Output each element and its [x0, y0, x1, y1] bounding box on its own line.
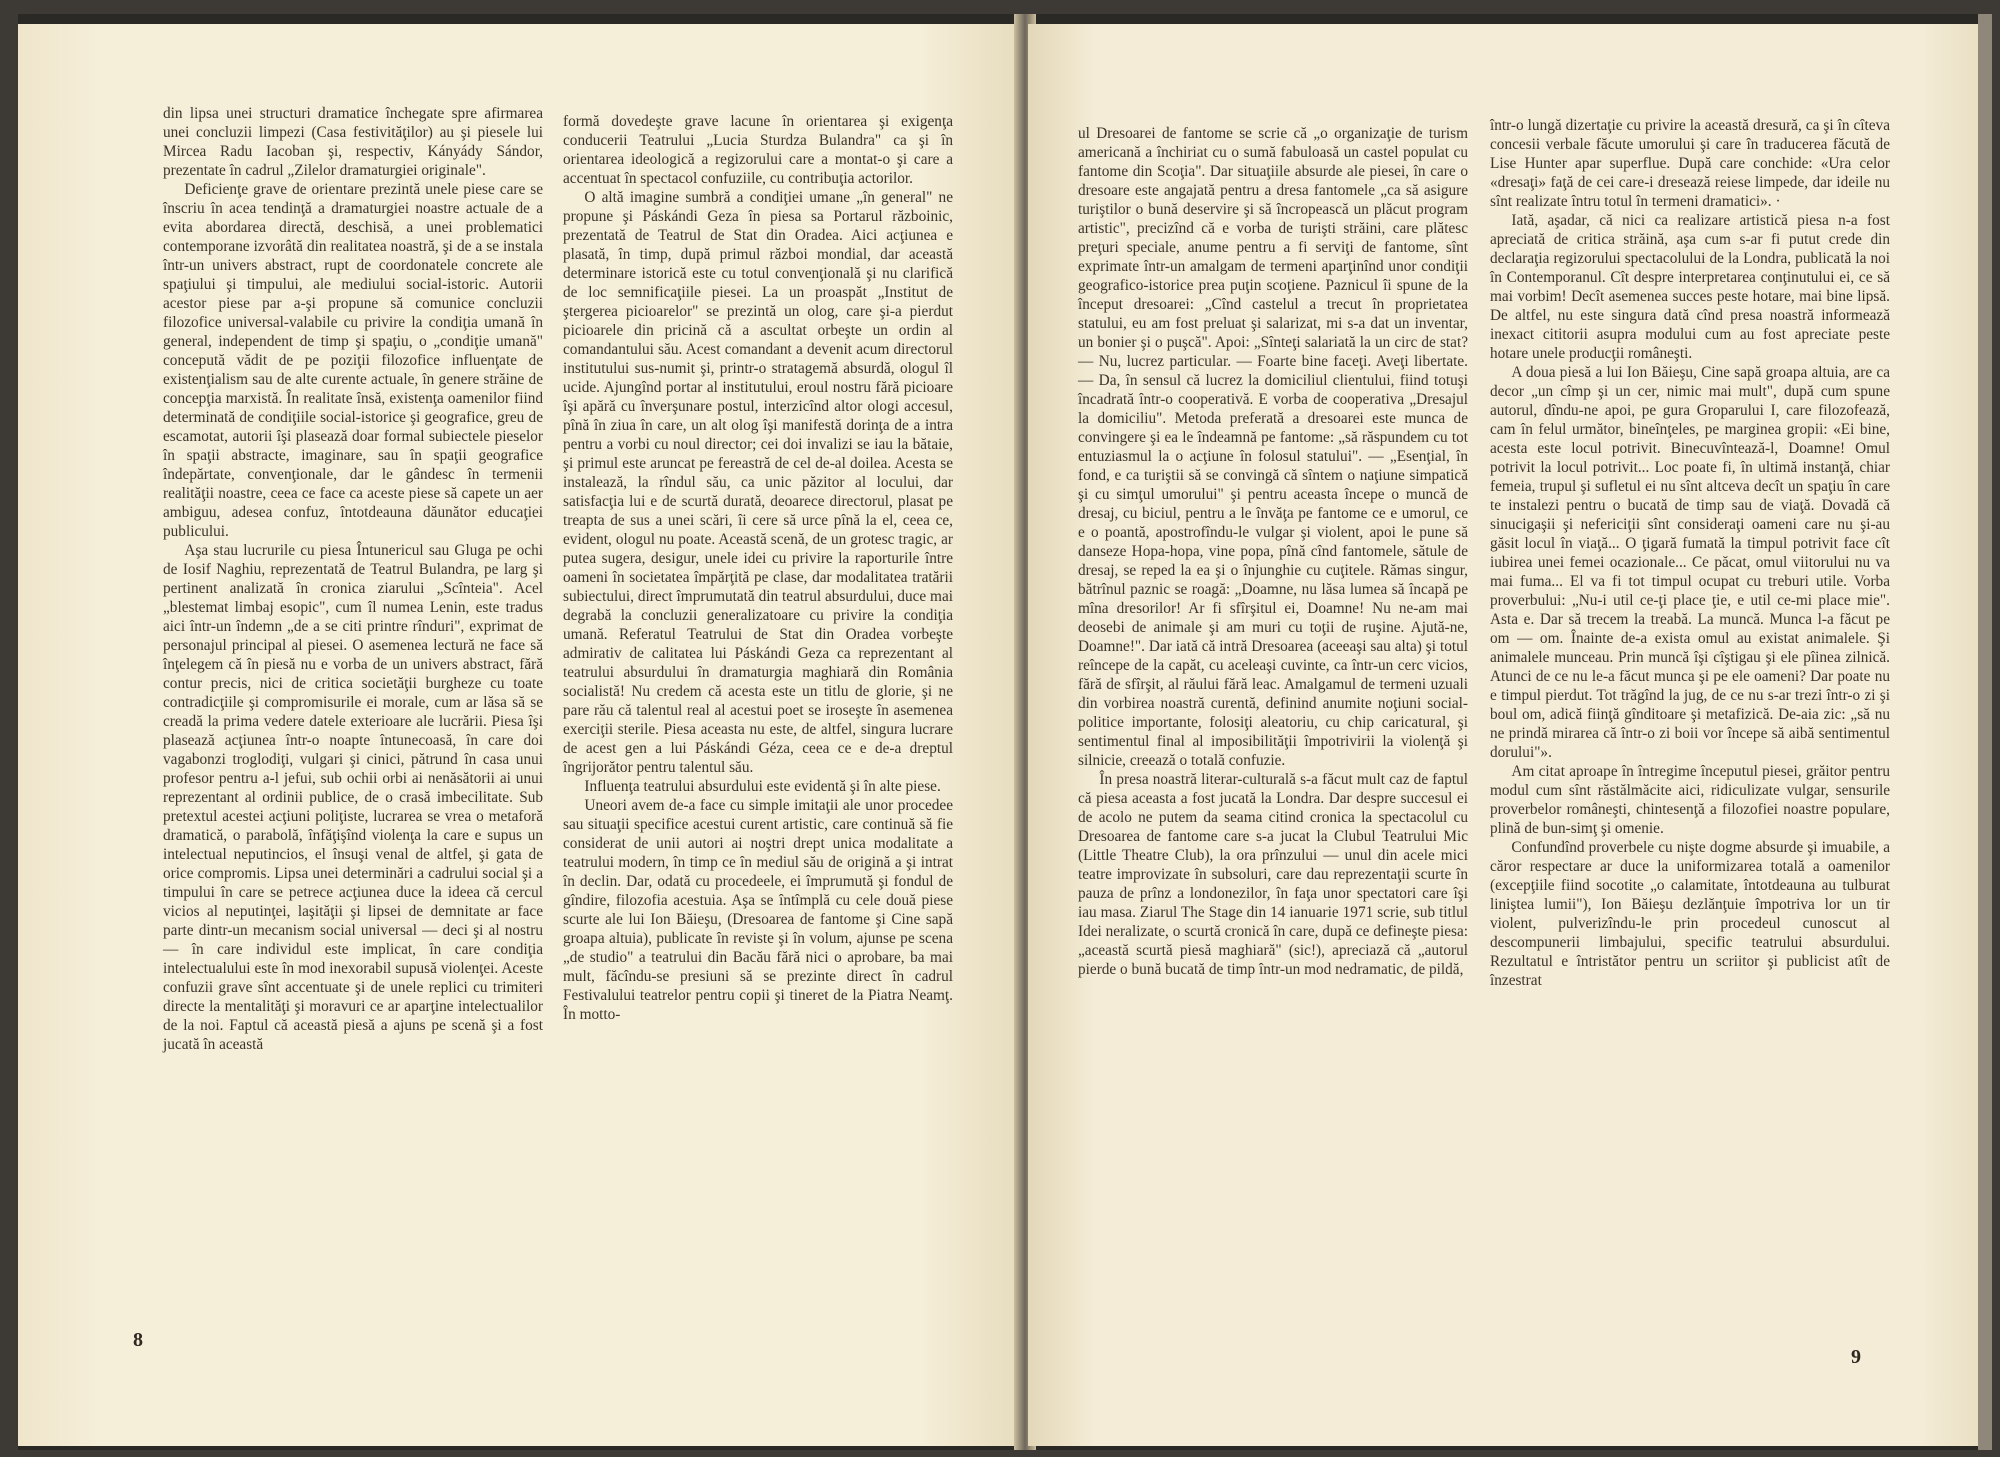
- page-edge: [1978, 14, 1992, 1450]
- paragraph: Confundînd proverbele cu nişte dogme absurde şi imuabile, a căror respectare ar duce la uniformizarea totală a oamenilor (excepţiile fiind socotite „o calamitate, întotdeauna au tulburat liniştea lumii"), Ion Băieşu dezlănţuie împotriva lor un tir violent, pulverizîndu-le prin procedeul cunoscut al descompunerii limbajului, specific teatrului absurdului. Rezultatul e întristător pentru un scriitor şi publicist atît de înzestrat: [1490, 839, 1890, 989]
- right-page-column-1: [1078, 124, 1468, 979]
- paragraph: din lipsa unei structuri dramatice închegate spre afirmarea unei concluzii limpezi (Casa festivităţilor) au şi piesele lui Mircea Radu Iacoban şi, respectiv, Kányády Sándor, prezentate în cadrul „Zilelor dramaturgiei originale".: [163, 105, 543, 179]
- paragraph: într-o lungă dizertaţie cu privire la această dresură, ca şi în cîteva concesii verbale făcute umorului şi care în traducerea făcută de Lise Hunter apar superflue. După care conchide: «Ura celor «dresaţi» faţă de cei care-i dresează reiese limpede, dar ideile nu sînt realizate întru totul în termeni dramatici». ·: [1490, 117, 1890, 210]
- right-page-column-2: [1490, 116, 1890, 990]
- paragraph: Uneori avem de-a face cu simple imitaţii ale unor procedee sau situaţii specifice acestui curent artistic, care continuă să fie considerat de unii autori ai noştri drept unica modalitate a teatrului modern, în timp ce în mediul său de origină a şi intrat în declin. Dar, odată cu procedeele, ei împrumută şi fondul de gîndire, filozofia acestuia. Aşa se întîmplă cu cele două piese scurte ale lui Ion Băieşu, (Dresoarea de fantome şi Cine sapă groapa altuia), publicate în reviste şi în volum, ajunse pe scena „de studio" a teatrului din Bacău fără nici o aprobare, ba mai mult, făcîndu-se presiuni să se prezinte direct în cadrul Festivalului teatrelor pentru copii şi tineret de la Piatra Neamţ. În motto-: [563, 797, 953, 1023]
- paragraph: Am citat aproape în întregime începutul piesei, grăitor pentru modul cum sînt răstălmăcite aici, ridiculizate vulgar, sensurile proverbelor româneşti, chintesenţă a filozofiei noastre populare, plină de bun-simţ şi omenie.: [1490, 763, 1890, 837]
- paragraph: O altă imagine sumbră a condiţiei umane „în general" ne propune şi Páskándi Geza în piesa sa Portarul războinic, prezentată de Teatrul de Stat din Oradea. Aici acţiunea e plasată, în timp, după primul război mondial, dar această determinare istorică este cu totul convenţională şi nu clarifică de loc semnificaţiile piesei. La un proaspăt „Institut de ştergerea picioarelor" se prezintă un olog, care şi-a pierdut picioarele din pricină că a ascultat orbeşte un ordin al comandantului său. Acest comandant a devenit acum directorul institutului sus-numit şi, printr-o stratagemă absurdă, ologul îl ucide. Ajungînd portar al institutului, eroul nostru fără picioare îşi apără cu înverşunare postul, interzicînd altor ologi accesul, pînă în ziua în care, un alt olog îşi manifestă dorinţa de a intra pentru a vorbi cu noul director; cei doi invalizi se iau la bătaie, şi primul este aruncat pe fereastră de cel de-al doilea. Acesta se instalează, la rîndul său, ca unic păzitor al locului, dar satisfacţia lui e de scurtă durată, deoarece directorul, plasat pe treapta de sus a unei scări, îi cere să urce pînă la el, ceea ce, evident, ologul nu poate. Această scenă, de un grotesc tragic, ar putea sugera, desigur, unele idei cu privire la raporturile între oameni în societatea împărţită pe clase, dar modalitatea tratării subiectului, direct împrumutată din teatrul absurdului, duce mai degrabă la concluzii generalizatoare cu privire la condiţia umană. Referatul Teatrului de Stat din Oradea vorbeşte admirativ de calitatea lui Páskándi Geza ca reprezentant al teatrului absurdului în dramaturgia maghiară din România socialistă! Nu credem că acesta este un titlu de glorie, şi ne pare rău că talentul real al acestui poet se iroseşte în asemenea exerciţii sterile. Piesa aceasta nu este, de altfel, singura lucrare de acest gen a lui Páskándi Géza, ceea ce e de-a dreptul îngrijorător pentru talentul său.: [563, 189, 953, 776]
- book-spread: [18, 14, 1992, 1450]
- page-number: 8: [133, 1329, 143, 1351]
- page-number: 9: [1851, 1346, 1861, 1368]
- paragraph: Iată, aşadar, că nici ca realizare artistică piesa n-a fost apreciată de critica străină, aşa cum s-ar fi putut crede din declaraţia regizorului spectacolului de la Londra, publicată la noi în Contemporanul. Cît despre interpretarea conţinutului ei, ce să mai vorbim! Decît asemenea succes peste hotare, mai bine lipsă. De altfel, nu este singura dată cînd presa noastră informează inexact cititorii asupra modului cum au fost apreciate peste hotare unele producţii româneşti.: [1490, 212, 1890, 362]
- paragraph: În presa noastră literar-culturală s-a făcut mult caz de faptul că piesa aceasta a fost jucată la Londra. Dar despre succesul ei de acolo ne putem da seama citind cronica la spectacolul cu Dresoarea de fantome care s-a jucat la Clubul Teatrului Mic (Little Theatre Club), la ora prînzului — unul din acele mici teatre improvizate în subsoluri, care dau reprezentaţii scurte în pauza de prînz a londonezilor, în faţa unor spectatori care îşi iau masa. Ziarul The Stage din 14 ianuarie 1971 scrie, sub titlul Idei neralizate, o scurtă cronică în care, după ce defineşte piesa: „această scurtă piesă maghiară" (sic!), apreciază că „autorul pierde o bună bucată de timp într-un mod nedramatic, de pildă,: [1078, 771, 1468, 978]
- left-page: [18, 24, 1022, 1446]
- paragraph: ul Dresoarei de fantome se scrie că „o organizaţie de turism americană a închiriat cu o sumă fabuloasă un castel populat cu fantome din Scoţia". Dar situaţiile absurde ale piesei, în care o dresoare este angajată pentru a dresa fantomele „ca să asigure turiştilor o bună deservire şi să încropească un plăcut program artistic", precizînd că e vorba de turişti străini, care plătesc preţuri speciale, anume pentru a fi serviţi de fantome, sînt exprimate într-un amalgam de termeni aparţinînd unor condiţii geografico-istorice prea puţin scoţiene. Paznicul îi spune de la început dresoarei: „Cînd castelul a trecut în proprietatea statului, eu am fost preluat şi salarizat, mi s-a dat un inventar, un bonier şi o puşcă". Apoi: „Sînteţi salariată la un circ de stat? — Nu, lucrez particular. — Foarte bine faceţi. Aveţi libertate. — Da, în sensul că lucrez la domiciliul clientului, fiind totuşi încadrată într-o cooperativă. E vorba de cooperativa „Dresajul la domiciliu". Metoda preferată a dresoarei este munca de convingere şi ea le îndeamnă pe fantome: „să răspundem cu tot entuziasmul la o acţiune în folosul statului". — „Esenţial, în fond, e ca turiştii să se convingă că sîntem o naţiune simpatică şi cu simţul umorului" şi pentru aceasta începe o muncă de dresaj, cu biciul, pentru a le învăţa pe fantome ce e umorul, ce e o poantă, apostrofîndu-le vulgar şi violent, apoi le pune să danseze Hopa-hopa, vine popa, pînă cînd fantomele, sătule de dresaj, se reped la ea şi o înjunghie cu cuţitele. Rămas singur, bătrînul paznic se roagă: „Doamne, nu lăsa lumea să încapă pe mîna dresorilor! Ar fi sfîrşitul ei, Doamne! Nu ne-am mai deosebi de animale şi am muri cu toţii de ruşine. Ajută-ne, Doamne!". Dar iată că intră Dresoarea (aceeaşi sau alta) şi totul reîncepe de la capăt, cu aceleaşi cuvinte, ca într-un cerc vicios, fără de sfîrşit, al răului fără leac. Amalgamul de termeni uzuali din vorbirea noastră curentă, definind anumite noţiuni social-politice importante, folosiţi aleatoriu, cu chip caricatural, şi sentimentul final al imposibilităţii împotrivirii la violenţă şi silnicie, creează o totală confuzie.: [1078, 125, 1468, 769]
- paragraph: A doua piesă a lui Ion Băieşu, Cine sapă groapa altuia, are ca decor „un cîmp şi un cer, nimic mai mult", după cum spune autorul, dîndu-ne apoi, pe gura Groparului I, care filozofează, cam în felul următor, bineînţeles, pe marginea gropii: «Ei bine, acesta este locul potrivit. Binecuvîntează-l, Doamne! Omul potrivit la locul potrivit... Loc poate fi, în ultimă instanţă, chiar femeia, trupul şi sufletul ei nu sînt altceva decît un spaţiu în care te instalezi pentru o bucată de timp sau de viaţă. Dovadă că sinucigaşii şi nefericiţii sînt consideraţi oameni care nu şi-au găsit locul în viaţă... O ţigară fumată la timpul potrivit face cît iubirea unei femei ocazionale... Ce păcat, omul viitorului nu va mai fuma... El va fi tot timpul ocupat cu treburi utile. Vorba proverbului: „Nu-i util ce-ţi place ţie, e util ce-mi place mie". Asta e. Dar să trecem la treabă. La muncă. Munca l-a făcut pe om — om. Înainte de-a exista omul au existat animalele. Şi animalele munceau. Prin muncă îşi cîştigau şi ele pîinea zilnică. Atunci de ce nu le-a făcut munca şi pe ele oameni? Dar poate nu e timpul pierdut. Tot trăgînd la jug, de ce nu s-ar trezi într-o zi şi boul om, adică fiinţă gînditoare şi metafizică. De-aia zic: „să nu ne prindă mirarea că într-o zi boii vor începe să aibă sentimentul dorului"».: [1490, 364, 1890, 761]
- paragraph: Aşa stau lucrurile cu piesa Întunericul sau Gluga pe ochi de Iosif Naghiu, reprezentată de Teatrul Bulandra, pe larg şi pertinent analizată în cronica ziarului „Scînteia". Acel „blestemat limbaj esopic", cum îl numea Lenin, este tradus aici într-un îndemn „de a se citi printre rînduri", exprimat de personajul principal al piesei. O asemenea lectură ne face să înţelegem că în piesă nu e vorba de un univers abstract, fără contur precis, nici de critica societăţii burgheze cu toate contradicţiile şi compromisurile ei morale, cum ar lăsa să se creadă la prima vedere datele exterioare ale lucrării. Piesa îşi plasează acţiunea într-o noapte întunecoasă, în care doi vagabonzi troglodiţi, vulgari şi cinici, pătrund în casa unui profesor pentru a-l jefui, sub ochii orbi ai nenăsătorii ai unui reprezentant al ordinii publice, de o crasă imbecilitate. Sub pretextul acestei acţiuni poliţiste, lucrarea se vrea o metaforă dramatică, o parabolă, înfăţişînd violenţa la care e supus un intelectual neputincios, el însuşi venal de altfel, şi gata de orice compromis. Lipsa unei determinări a cadrului social şi a timpului în care se petrece acţiunea duce la ideea că cercul vicios al neputinţei, laşităţii şi lipsei de demnitate ar face parte dintr-un mecanism social universal — deci şi al nostru — în care individul este implicat, în care condiţia intelectualului este în mod inexorabil supusă violenţei. Aceste confuzii grave sînt accentuate şi de unele replici cu trimiteri directe la mentalităţi şi moravuri ce ar aparţine intelectualilor de la noi. Faptul că această piesă a ajuns pe scenă şi a fost jucată în această: [163, 542, 543, 1053]
- left-page-column-2: [563, 112, 953, 1024]
- left-page-column-1: [163, 104, 543, 1054]
- paragraph: formă dovedeşte grave lacune în orientarea şi exigenţa conducerii Teatrului „Lucia Sturdza Bulandra" ca şi în orientarea ideologică a regizorului care a montat-o şi care a accentuat în spectacol confuziile, cu contribuţia actorilor.: [563, 113, 953, 187]
- right-page: [1028, 24, 1978, 1446]
- paragraph: Deficienţe grave de orientare prezintă unele piese care se înscriu în acea tendinţă a dramaturgiei noastre actuale de a evita abordarea directă, deschisă, a unei problematici contemporane izvorâtă din realitatea noastră, şi de a se instala într-un univers abstract, rupt de coordonatele concrete ale spaţiului şi timpului, ale mediului social-istoric. Autorii acestor piese par a-şi propune să comunice concluzii filozofice universal-valabile cu privire la condiţia umană în general, independent de timp şi spaţiu, o „condiţie umană" concepută vădit de pe poziţii filozofice influenţate de existenţialism sau de alte curente actuale, în genere străine de concepţia marxistă. În realitate însă, existenţa oamenilor fiind determinată de condiţiile social-istorice şi geografice, greu de escamotat, autorii îşi plasează doar formal subiectele pieselor în spaţii abstracte, imaginare, sau în spaţii geografice îndepărtate, convenţionale, dar le gândesc în termenii realităţii noastre, ceea ce face ca aceste piese să capete un aer ambiguu, adesea confuz, întotdeauna dăunător educaţiei publicului.: [163, 181, 543, 540]
- paragraph: Influenţa teatrului absurdului este evidentă şi în alte piese.: [584, 778, 941, 795]
